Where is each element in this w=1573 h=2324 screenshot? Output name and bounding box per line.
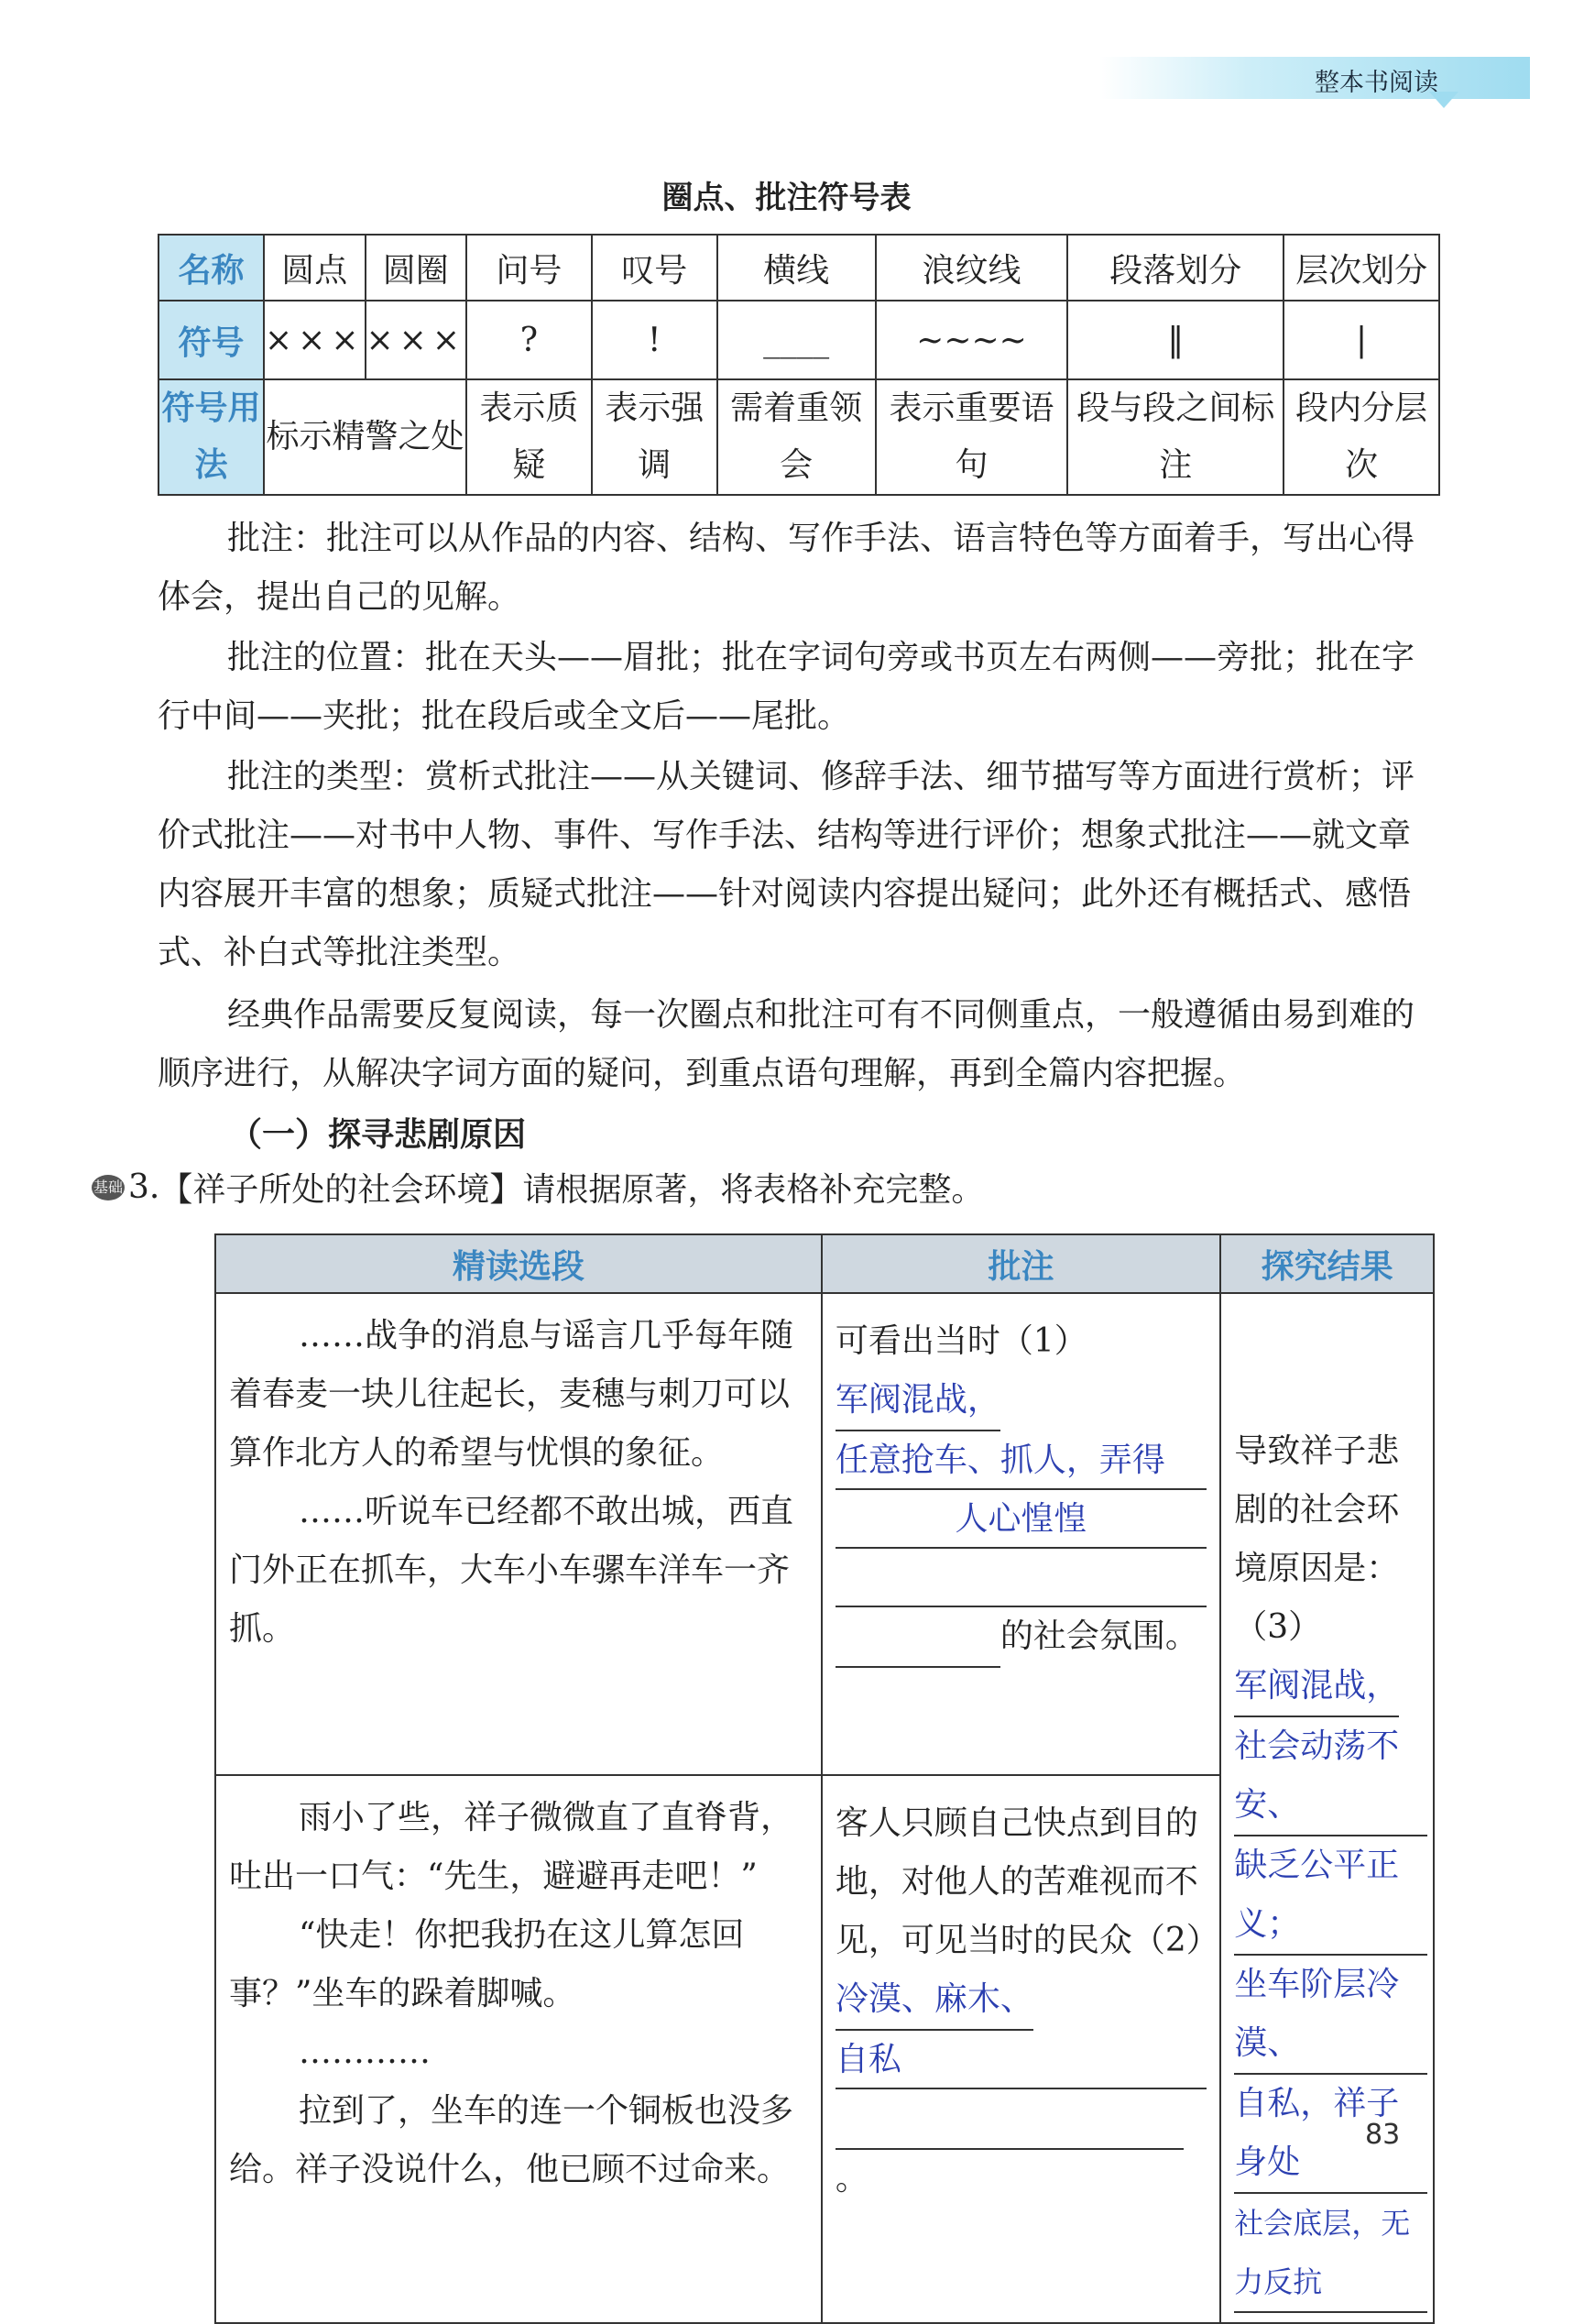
name-cell: 圆圈: [366, 235, 467, 301]
name-cell: 叹号: [592, 235, 717, 301]
usage-cell: 段内分层次: [1284, 379, 1439, 495]
result-answer-2: 社会动荡不安、: [1234, 1717, 1427, 1836]
passage-2-para-1: 雨小了些，祥子微微直了直脊背，吐出一口气：“先生，避避再走吧！”: [229, 1799, 794, 1896]
name-cell: 横线: [717, 235, 876, 301]
answer-2-part-1: 冷漠、麻木、: [836, 1970, 1033, 2031]
name-cell: 段落划分: [1067, 235, 1284, 301]
result-answer-4: 坐车阶层冷漠、: [1234, 1956, 1427, 2075]
symbol-table-name-row: [158, 235, 1439, 301]
row-label-name: 名称: [158, 235, 264, 301]
header-notch-decoration: [1429, 92, 1458, 108]
usage-cell: 表示重要语句: [876, 379, 1068, 495]
annotation-2-end: [836, 2089, 1207, 2209]
annotation-1-prefix: 可看出当时（1）: [835, 1322, 1087, 1360]
name-cell: 圆点: [264, 235, 366, 301]
symbol-table-title: 圈点、批注符号表: [661, 180, 912, 216]
header-annotation: 批注: [822, 1234, 1220, 1293]
answer-1-part-3: 人心惶惶: [836, 1490, 1207, 1549]
symbol-table: [158, 234, 1440, 496]
symbol-cell: !: [592, 301, 717, 379]
section-header-tab: [1099, 57, 1530, 99]
header-result: 探究结果: [1220, 1234, 1434, 1293]
level-badge-icon: 基础: [92, 1175, 125, 1200]
symbol-table-usage-row: [158, 379, 1439, 495]
paragraph-annotation-position: 批注的位置：批在天头——眉批；批在字词句旁或书页左右两侧——旁批；批在字行中间——夹批；批在段后或全文后——尾批。: [158, 639, 1415, 735]
annotation-cell-1: [822, 1293, 1220, 1775]
annotation-2-period: 。: [835, 2160, 868, 2198]
passage-1-para-2: ……听说车已经都不敢出城，西直门外正在抓车，大车小车骡车洋车一齐抓。: [229, 1493, 794, 1648]
row-label-usage: 符号用法: [158, 379, 264, 495]
passage-2-ellipsis: …………: [299, 2034, 431, 2072]
answer-1-blank-tail: [836, 1607, 1000, 1668]
answer-2-part-2: 自私: [836, 2031, 1207, 2089]
paragraph-annotation-types: 批注的类型：赏析式批注——从关键词、修辞手法、细节描写等方面进行赏析；评价式批注——对书中人物、事件、写作手法、结构等进行评价；想象式批注——就文章内容展开丰富的想象；质疑式批注——针对阅读内容提出疑问；此外还有概括式、感悟式、补白式等批注类型。: [158, 758, 1415, 971]
passage-cell-1: [215, 1293, 822, 1775]
name-cell: 层次划分: [1284, 235, 1439, 301]
annotation-2-text: 客人只顾自己快点到目的地，对他人的苦难视而不见，可见当时的民众（2）: [835, 1804, 1219, 1960]
result-prefix: 导致祥子悲剧的社会环境原因是：（3）: [1234, 1432, 1400, 1646]
question-line: [92, 1164, 984, 1211]
result-answer-6: 社会底层，无力反抗: [1234, 2194, 1427, 2313]
question-number: 3.: [128, 1168, 160, 1206]
name-cell: 问号: [466, 235, 592, 301]
passage-2-para-2: “快走！你把我扔在这儿算怎回事？”坐车的跺着脚喊。: [229, 1916, 745, 2013]
usage-cell: 表示质疑: [466, 379, 592, 495]
passage-1-para-1: ……战争的消息与谣言几乎每年随着春麦一块儿往起长，麦穗与刺刀可以算作北方人的希望与忧惧的象征。: [229, 1317, 794, 1472]
symbol-cell: ‖: [1067, 301, 1284, 379]
annotation-1-end: [836, 1607, 1207, 1668]
annotation-1-line: [836, 1312, 1207, 1431]
passage-2-para-3: 拉到了，坐车的连一个铜板也没多给。祥子没说什么，他已顾不过命来。: [229, 2092, 794, 2189]
section-title: 整本书阅读: [1315, 69, 1438, 97]
paragraph-reading-advice: 经典作品需要反复阅读，每一次圈点和批注可有不同侧重点，一般遵循由易到难的顺序进行，从解决字词方面的疑问，到重点语句理解，再到全篇内容把握。: [158, 996, 1415, 1092]
analysis-table-header: [215, 1234, 1434, 1293]
header-passage: 精读选段: [215, 1234, 822, 1293]
answer-1-blank: [836, 1549, 1207, 1607]
symbol-cell: [264, 301, 366, 379]
symbol-cell: [366, 301, 467, 379]
result-cell: [1220, 1293, 1434, 2323]
symbol-cell: ?: [466, 301, 592, 379]
result-answer-3: 缺乏公平正义；: [1234, 1836, 1427, 1956]
row-label-symbol: 符号: [158, 301, 264, 379]
answer-1-part-2: 任意抢车、抓人，弄得: [836, 1431, 1207, 1490]
page-number: 83: [1365, 2119, 1401, 2151]
symbol-cell: ~~~~: [876, 301, 1068, 379]
analysis-table: [214, 1233, 1435, 2324]
circle-mark-symbol: ×××: [366, 321, 465, 359]
question-text: 【祥子所处的社会环境】请根据原著，将表格补充完整。: [159, 1171, 985, 1209]
symbol-table-symbol-row: [158, 301, 1439, 379]
symbol-cell: |: [1284, 301, 1439, 379]
name-cell: 浪纹线: [876, 235, 1068, 301]
answer-1-part-1: 军阀混战，: [836, 1371, 1000, 1431]
dot-mark-symbol: ×××: [265, 321, 365, 359]
passage-cell-2: [215, 1775, 822, 2323]
usage-cell: 段与段之间标注: [1067, 379, 1284, 495]
result-answer-5: 自私，祥子身处: [1234, 2075, 1427, 2194]
usage-cell: 需着重领会: [717, 379, 876, 495]
subheading: （一）探寻悲剧原因: [229, 1115, 527, 1154]
answer-2-blank: [836, 2089, 1184, 2150]
result-answer-1: 军阀混战，: [1234, 1657, 1399, 1717]
analysis-row-1: [215, 1293, 1434, 1775]
symbol-cell: ____: [717, 301, 876, 379]
usage-cell: 标示精警之处: [264, 379, 466, 495]
annotation-cell-2: [822, 1775, 1220, 2323]
usage-cell: 表示强调: [592, 379, 717, 495]
paragraph-annotation-intro: 批注：批注可以从作品的内容、结构、写作手法、语言特色等方面着手，写出心得体会，提出自己的见解。: [158, 520, 1415, 616]
annotation-1-suffix: 的社会氛围。: [1000, 1617, 1198, 1655]
